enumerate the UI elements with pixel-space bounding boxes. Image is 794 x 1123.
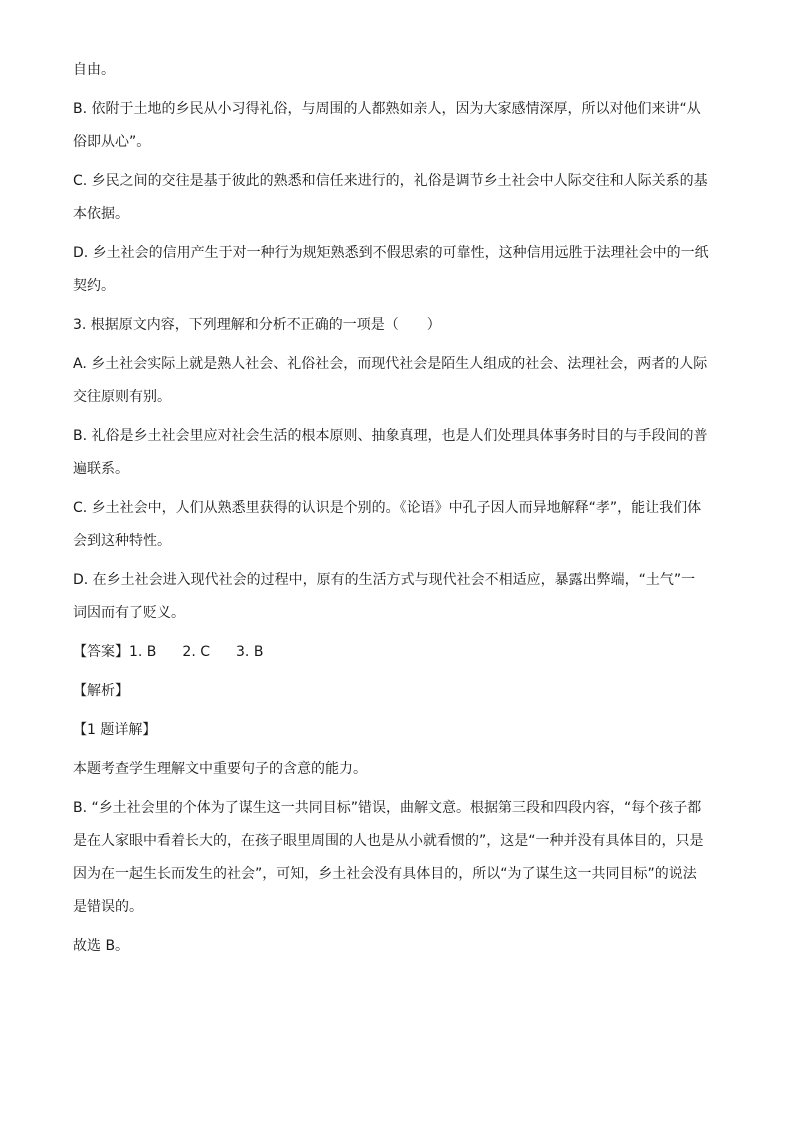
answer-section bbox=[73, 642, 708, 662]
option-paragraph bbox=[73, 171, 708, 224]
answer-item-1: 1. B bbox=[129, 644, 157, 660]
analysis-line: 是错误的。 bbox=[73, 899, 143, 915]
option-line: A. 乡土社会实际上就是熟人社会、礼俗社会，而现代社会是陌生人组成的社会、法理社会，两者的人际 bbox=[73, 356, 708, 372]
analysis-line: 本题考查学生理解文中重要句子的含意的能力。 bbox=[73, 761, 367, 777]
analysis-line: 故选 B。 bbox=[73, 938, 130, 954]
option-paragraph bbox=[73, 243, 708, 296]
analysis-paragraph bbox=[73, 798, 708, 917]
analysis-paragraph bbox=[73, 759, 708, 779]
analysis-subheading bbox=[73, 720, 708, 740]
analysis-sub-tag: 【1 题详解】 bbox=[73, 722, 157, 738]
analysis-line: B. “乡土社会里的个体为了谋生这一共同目标”错误，曲解文意。根据第三段和四段内容，“每个孩子都 bbox=[73, 800, 702, 816]
option-line: 本依据。 bbox=[73, 206, 129, 222]
option-line: 3. 根据原文内容，下列理解和分析不正确的一项是（ ） bbox=[73, 317, 441, 333]
option-line: 契约。 bbox=[73, 278, 115, 294]
question-options bbox=[73, 60, 708, 623]
option-line: 词因而有了贬义。 bbox=[73, 605, 185, 621]
option-paragraph bbox=[73, 60, 708, 80]
option-paragraph bbox=[73, 354, 708, 407]
option-line: D. 乡土社会的信用产生于对一种行为规矩熟悉到不假思索的可靠性，这种信用远胜于法理社会中的一纸 bbox=[73, 245, 709, 261]
option-paragraph bbox=[73, 498, 708, 551]
option-line: 自由。 bbox=[73, 62, 115, 78]
option-paragraph bbox=[73, 426, 708, 479]
option-line: 会到这种特性。 bbox=[73, 533, 171, 549]
option-line: D. 在乡土社会进入现代社会的过程中，原有的生活方式与现代社会不相适应，暴露出弊端，“土气”一 bbox=[73, 572, 696, 588]
analysis-body bbox=[73, 759, 708, 956]
option-line: 俗即从心”。 bbox=[73, 134, 151, 150]
analysis-line: 是在人家眼中看着长大的，在孩子眼里周围的人也是从小就看惯的”，这是“一种并没有具体目的，只是 bbox=[73, 833, 704, 849]
analysis-tag: 【解析】 bbox=[73, 683, 129, 699]
option-paragraph bbox=[73, 570, 708, 623]
option-line: 遍联系。 bbox=[73, 461, 129, 477]
option-paragraph bbox=[73, 315, 708, 335]
option-line: C. 乡土社会中，人们从熟悉里获得的认识是个别的。《论语》中孔子因人而异地解释“孝”，能让我们体 bbox=[73, 500, 702, 516]
analysis-paragraph bbox=[73, 936, 708, 956]
analysis-line: 因为在一起生长而发生的社会”，可知，乡土社会没有具体目的，所以“为了谋生这一共同目标”的说法 bbox=[73, 866, 697, 882]
option-line: C. 乡民之间的交往是基于彼此的熟悉和信任来进行的，礼俗是调节乡土社会中人际交往和人际关系的基 bbox=[73, 173, 708, 189]
option-line: B. 礼俗是乡土社会里应对社会生活的根本原则、抽象真理，也是人们处理具体事务时目的与手段间的普 bbox=[73, 428, 708, 444]
option-paragraph bbox=[73, 99, 708, 152]
option-line: B. 依附于土地的乡民从小习得礼俗，与周围的人都熟如亲人，因为大家感情深厚，所以对他们来讲“从 bbox=[73, 101, 701, 117]
option-line: 交往原则有别。 bbox=[73, 389, 171, 405]
analysis-heading bbox=[73, 681, 708, 701]
answer-tag: 【答案】 bbox=[73, 644, 129, 660]
answer-item-2: 2. C bbox=[182, 644, 211, 660]
answer-item-3: 3. B bbox=[236, 644, 264, 660]
